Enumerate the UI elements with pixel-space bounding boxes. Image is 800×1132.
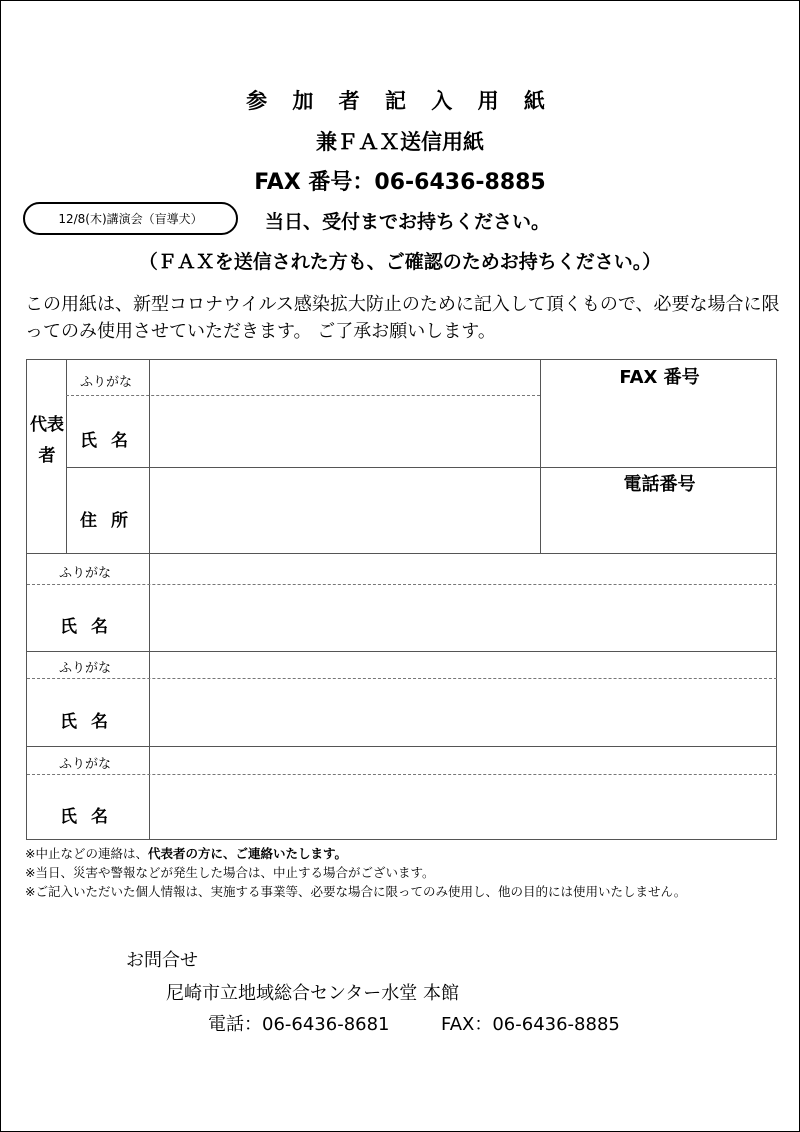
p3-furigana-field[interactable]: [151, 748, 776, 773]
event-badge-label: 12/8(木)講演会（盲導犬）: [58, 212, 203, 226]
p3-name-label: 氏名: [60, 807, 122, 827]
rep-phone-field[interactable]: [542, 497, 776, 552]
p2-furigana-divider: [27, 678, 777, 679]
p2-furigana-field[interactable]: [151, 653, 776, 677]
p2-name-label: 氏名: [60, 712, 122, 732]
p2-bottom: [27, 746, 777, 747]
intro-text: この用紙は、新型コロナウイルス感染拡大防止のために記入して頂くもので、必要な場合に限ってのみ使用させていただきます。 ご了承お願いします。: [25, 294, 780, 342]
rep-address-label: 住所: [80, 511, 142, 531]
p3-furigana-divider: [27, 774, 777, 775]
footnote-contact-prefix: ※中止などの連絡は、: [25, 846, 148, 861]
p3-furigana-label: ふりがな: [59, 757, 112, 772]
p1-furigana-field[interactable]: [151, 555, 776, 583]
rep-block-bottom: [27, 553, 777, 554]
rep-furigana-divider: [66, 395, 540, 396]
participant-form: [26, 359, 777, 840]
rep-fax-field[interactable]: [542, 390, 776, 466]
contact-phone: 電話：06-6436-8681: [208, 1014, 390, 1035]
contact-fax: FAX：06-6436-8885: [441, 1014, 620, 1035]
p1-furigana-label: ふりがな: [59, 566, 112, 581]
p1-name-label: 氏名: [60, 617, 122, 637]
p1-furigana-divider: [27, 584, 777, 585]
footnote-contact: [25, 844, 347, 862]
rep-address-field[interactable]: [151, 469, 539, 552]
rep-furigana-field[interactable]: [151, 361, 539, 394]
page-title: 参 加 者 記 入 用 紙: [246, 89, 554, 113]
representative-label: 代表者: [30, 415, 64, 466]
bring-notice: 当日、受付までお持ちください。: [265, 211, 551, 233]
fax-number-heading: FAX 番号：06-6436-8885: [254, 170, 546, 195]
p1-name-field[interactable]: [151, 586, 776, 650]
footnote-privacy: ※ご記入いただいた個人情報は、実施する事業等、必要な場合に限ってのみ使用し、他の目的には使用いたしません。: [25, 884, 687, 899]
footnote-cancellation: ※当日、災害や警報などが発生した場合は、中止する場合がございます。: [25, 865, 435, 880]
p2-furigana-label: ふりがな: [59, 661, 112, 676]
contact-organization: 尼崎市立地域総合センター水堂 本館: [166, 983, 459, 1004]
rep-phone-label: 電話番号: [623, 474, 696, 495]
rep-label-divider: [66, 360, 67, 553]
rep-furigana-label: ふりがな: [80, 375, 133, 390]
fax-notice: （ＦＡＸを送信された方も、ご確認のためお持ちください。）: [138, 251, 662, 273]
footnote-contact-bold: 代表者の方に、ご連絡いたします。: [147, 846, 347, 861]
p2-name-field[interactable]: [151, 680, 776, 745]
p1-bottom: [27, 651, 777, 652]
label-column-divider: [149, 360, 150, 840]
event-badge: [23, 202, 238, 235]
rep-fax-label: FAX 番号: [619, 367, 700, 388]
rep-name-divider: [66, 467, 777, 468]
rep-name-field[interactable]: [151, 397, 539, 466]
contact-heading: お問合せ: [126, 950, 198, 971]
p3-name-field[interactable]: [151, 776, 776, 839]
rep-name-label: 氏名: [80, 431, 142, 451]
page-subtitle: 兼ＦＡＸ送信用紙: [316, 130, 484, 154]
